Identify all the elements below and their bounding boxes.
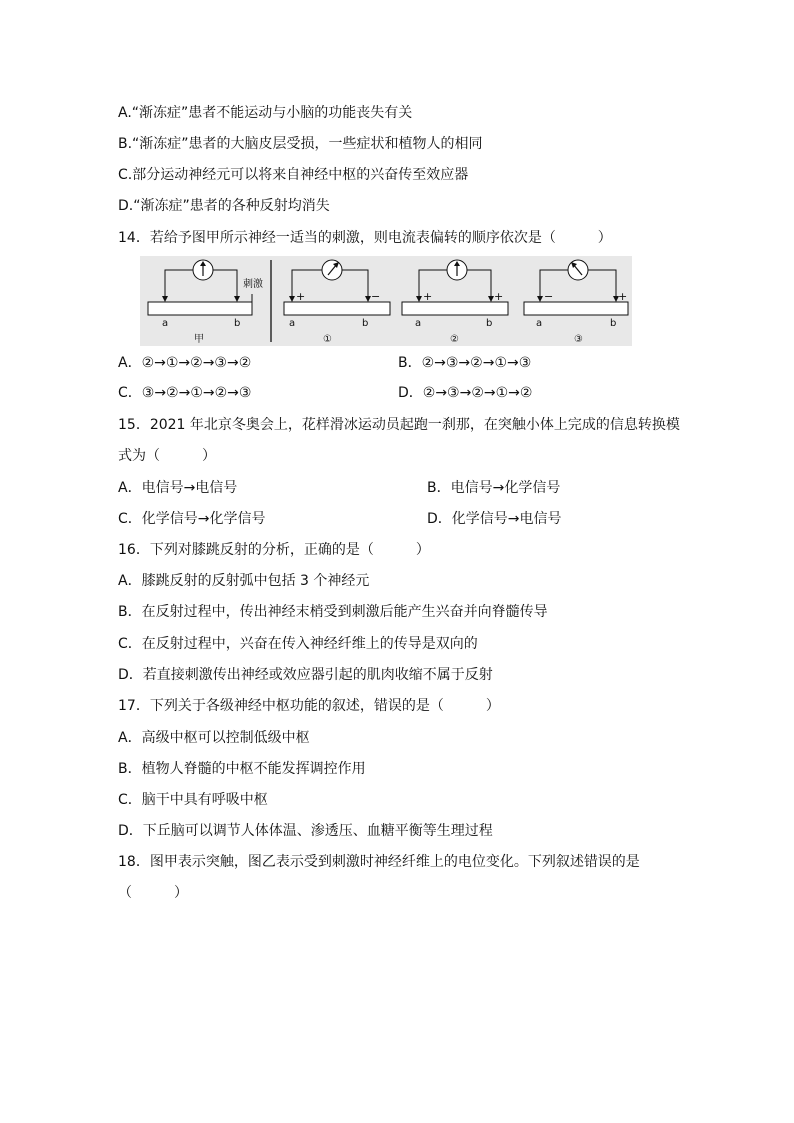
q17-stem: 17．下列关于各级神经中枢功能的叙述，错误的是（ ） [118,698,500,714]
panel-jia-b: b [234,318,241,329]
panel-3-left-sign: − [544,290,554,303]
q15-option-b: B．电信号→化学信号 [427,480,561,496]
q17-option-b: B．植物人脊髓的中枢不能发挥调控作用 [118,761,366,777]
q17-option-c: C．脑干中具有呼吸中枢 [118,792,268,808]
panel-2 [402,260,508,345]
q14-stem: 14．若给予图甲所示神经一适当的刺激，则电流表偏转的顺序依次是（ ） [118,230,612,246]
q14-option-d: D．②→③→②→①→② [398,385,533,401]
panel-jia [148,260,263,345]
panel-jia-caption: 甲 [194,334,204,345]
q13-option-b: B.“渐冻症”患者的大脑皮层受损，一些症状和植物人的相同 [118,136,483,152]
panel-1-caption: ① [323,334,332,345]
q14-option-c: C．③→②→①→②→③ [118,385,252,401]
q17-option-d: D．下丘脑可以调节人体体温、渗透压、血糖平衡等生理过程 [118,823,493,839]
panel-3-caption: ③ [574,334,583,345]
q14-option-b: B．②→③→②→①→③ [398,355,532,371]
q18-stem-line2: （ ） [118,885,188,901]
q16-option-d: D．若直接刺激传出神经或效应器引起的肌肉收缩不属于反射 [118,667,493,683]
panel-3-a: a [536,318,543,329]
q14-option-a: A．②→①→②→③→② [118,355,252,371]
q13-option-d: D.“渐冻症”患者的各种反射均消失 [118,198,330,214]
stim-label: 刺激 [243,279,263,290]
panel-1-left-sign: + [296,290,306,303]
q15-stem-line2: 式为（ ） [118,448,216,464]
q14-figure [140,256,632,346]
q13-option-c: C.部分运动神经元可以将来自神经中枢的兴奋传至效应器 [118,167,469,183]
panel-2-a: a [415,318,422,329]
panel-3 [524,260,628,345]
panel-1-right-sign: − [371,290,381,303]
q18-stem-line1: 18．图甲表示突触，图乙表示受到刺激时神经纤维上的电位变化。下列叙述错误的是 [118,854,640,870]
q15-option-d: D．化学信号→电信号 [427,511,562,527]
panel-3-b: b [610,318,617,329]
panel-jia-a: a [162,318,169,329]
panel-1-b: b [362,318,369,329]
panel-3-right-sign: + [618,290,628,303]
q16-option-b: B．在反射过程中，传出神经末梢受到刺激后能产生兴奋并向脊髓传导 [118,604,548,620]
q16-option-a: A．膝跳反射的反射弧中包括 3 个神经元 [118,573,370,589]
panel-2-right-sign: + [494,290,504,303]
q15-stem-line1: 15．2021 年北京冬奥会上，花样滑冰运动员起跑一刹那，在突触小体上完成的信息转换模 [118,417,680,433]
panel-2-b: b [486,318,493,329]
panel-2-left-sign: + [423,290,433,303]
q13-option-a: A.“渐冻症”患者不能运动与小脑的功能丧失有关 [118,105,413,121]
q17-option-a: A．高级中枢可以控制低级中枢 [118,730,310,746]
q15-option-c: C．化学信号→化学信号 [118,511,266,527]
q16-stem: 16．下列对膝跳反射的分析，正确的是（ ） [118,542,430,558]
panel-1-a: a [289,318,296,329]
q16-option-c: C．在反射过程中，兴奋在传入神经纤维上的传导是双向的 [118,636,478,652]
panel-1 [284,260,390,345]
q15-option-a: A．电信号→电信号 [118,480,238,496]
panel-2-caption: ② [450,334,459,345]
